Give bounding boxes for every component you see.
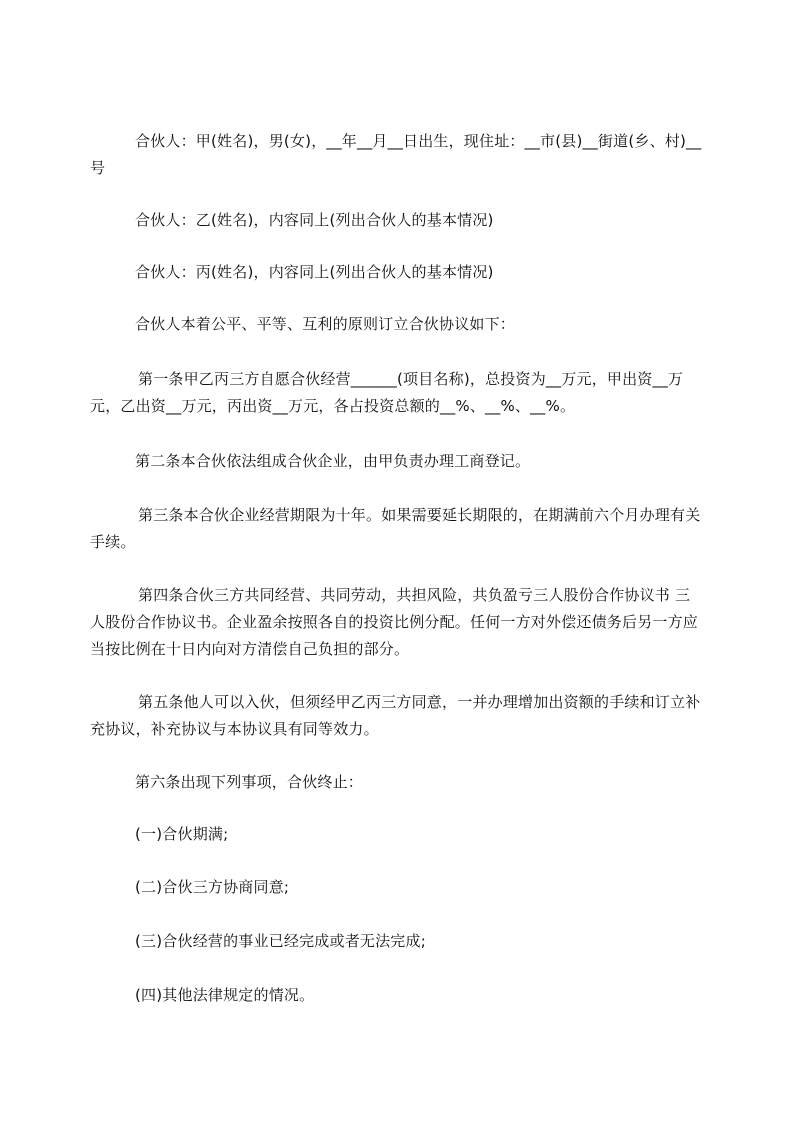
- clause-3-item: (三)合伙经营的事业已经完成或者无法完成;: [135, 932, 426, 950]
- partner-c-paragraph: 合伙人：丙(姓名)，内容同上(列出合伙人的基本情况): [135, 263, 494, 281]
- article-2-paragraph: 第二条本合伙依法组成合伙企业，由甲负责办理工商登记。: [135, 452, 531, 470]
- preamble-paragraph: 合伙人本着公平、平等、互利的原则订立合伙协议如下：: [135, 315, 516, 333]
- partner-b-paragraph: 合伙人：乙(姓名)，内容同上(列出合伙人的基本情况): [135, 211, 494, 229]
- clause-4-item: (四)其他法律规定的情况。: [135, 986, 315, 1004]
- clause-2-item: (二)合伙三方协商同意;: [135, 878, 290, 896]
- article-3-paragraph: 第三条本合伙企业经营期限为十年。如果需要延长期限的，在期满前六个月办理有关手续。: [90, 506, 701, 551]
- article-6-paragraph: 第六条出现下列事项，合伙终止：: [135, 773, 364, 791]
- article-1-paragraph: 第一条甲乙丙三方自愿合伙经营______(项目名称)，总投资为__万元，甲出资__万元，乙出资__万元，丙出资__万元，各占投资总额的__%、__%、__%。: [90, 370, 684, 415]
- article-5-paragraph: 第五条他人可以入伙，但须经甲乙丙三方同意，一并办理增加出资额的手续和订立补充协议，补充协议与本协议具有同等效力。: [90, 693, 701, 738]
- partner-a-paragraph: 合伙人：甲(姓名)，男(女)，__年__月__日出生，现住址：__市(县)__街道(乡、村)__号: [90, 132, 702, 177]
- clause-1-item: (一)合伙期满;: [135, 825, 229, 843]
- article-4-paragraph: 第四条合伙三方共同经营、共同劳动，共担风险，共负盈亏三人股份合作协议书 三人股份合作协议书。企业盈余按照各自的投资比例分配。任何一方对外偿还债务后另一方应当按比例在十日内向对方清偿自己负担的部分。: [90, 586, 699, 658]
